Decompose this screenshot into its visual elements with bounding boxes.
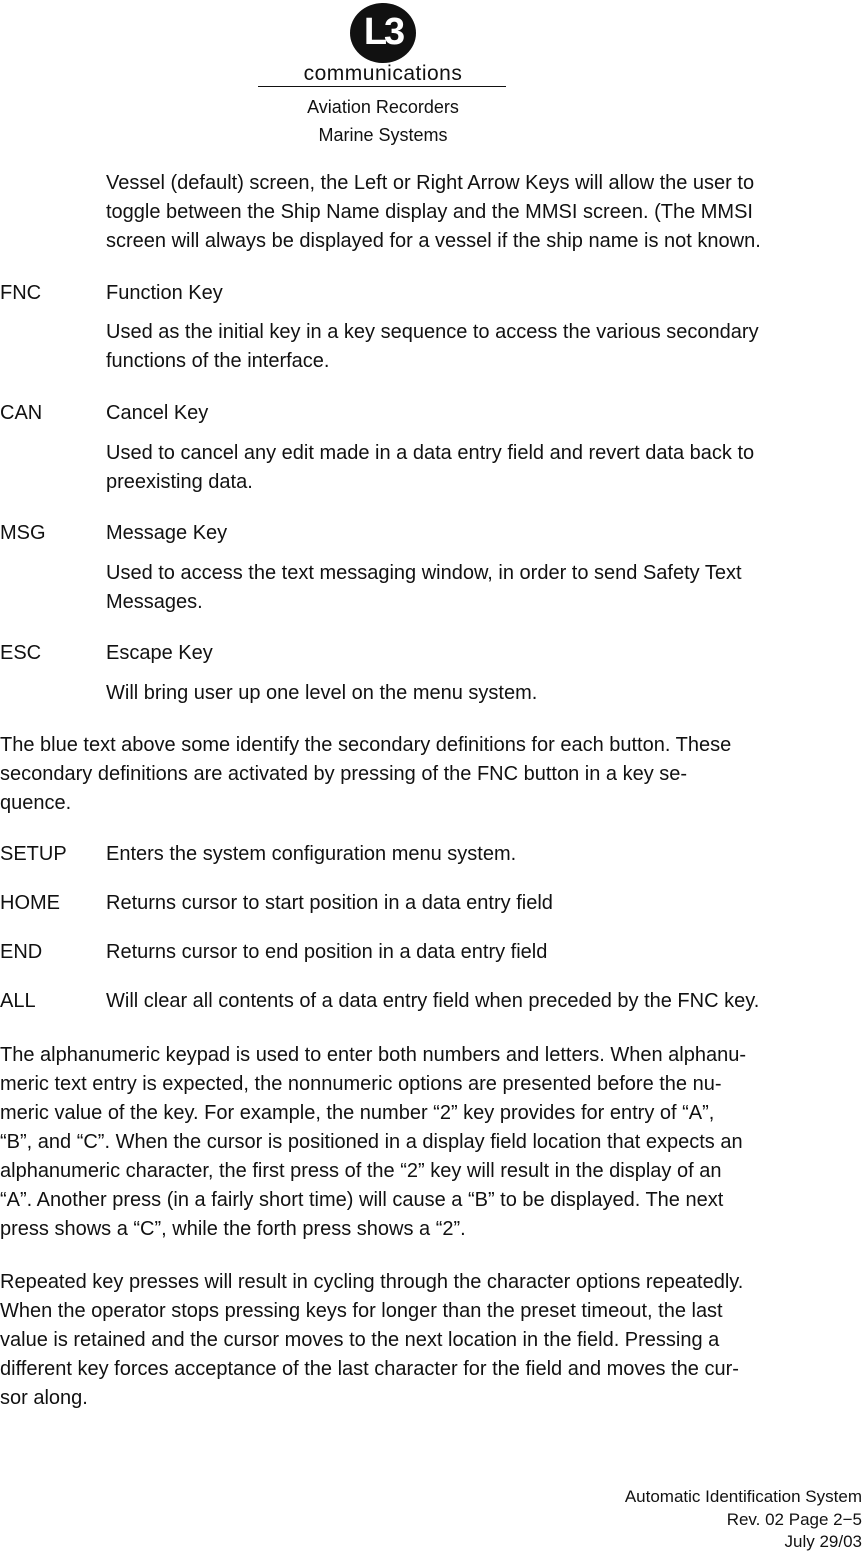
header-divider (258, 86, 506, 87)
footer-doc-title: Automatic Identification System (624, 1487, 862, 1506)
intro-line: Vessel (default) screen, the Left or Right Arrow Keys will allow the user to (106, 172, 755, 194)
alpha-para-line: meric text entry is expected, the nonnumeric options are presented before the nu- (0, 1073, 722, 1095)
key-name-msg: Message Key (106, 522, 228, 544)
secondary-desc-all: Will clear all contents of a data entry field when preceded by the FNC key. (106, 990, 760, 1012)
alpha-para-line: alphanumeric character, the first press of the “2” key will result in the display of an (0, 1160, 722, 1182)
logo-wordmark: communications (303, 62, 463, 85)
logo-mark-text: L3 (363, 11, 403, 53)
repeat-para-line: different key forces acceptance of the last character for the field and moves the cur- (0, 1358, 739, 1380)
secondary-code-end: END (0, 941, 43, 963)
key-name-can: Cancel Key (106, 402, 209, 424)
secondary-code-all: ALL (0, 990, 36, 1012)
key-code-can: CAN (0, 402, 43, 424)
secondary-code-home: HOME (0, 892, 60, 914)
key-code-esc: ESC (0, 642, 42, 664)
key-desc-msg: Used to access the text messaging window, in order to send Safety Text (106, 562, 742, 584)
alpha-para-line: press shows a “C”, while the forth press shows a “2”. (0, 1218, 466, 1240)
key-name-esc: Escape Key (106, 642, 213, 664)
key-desc-fnc: Used as the initial key in a key sequence to access the various secondary (106, 321, 759, 343)
secondary-intro-line: The blue text above some identify the secondary definitions for each button. These (0, 734, 732, 756)
repeat-para-line: value is retained and the cursor moves to the next location in the field. Pressing a (0, 1329, 720, 1351)
key-desc-can: Used to cancel any edit made in a data entry field and revert data back to (106, 442, 755, 464)
intro-line: toggle between the Ship Name display and the MMSI screen. (The MMSI (106, 201, 753, 223)
key-code-msg: MSG (0, 522, 46, 544)
intro-line: screen will always be displayed for a vessel if the ship name is not known. (106, 230, 761, 252)
key-desc-esc: Will bring user up one level on the menu system. (106, 682, 538, 704)
secondary-desc-home: Returns cursor to start position in a data entry field (106, 892, 553, 914)
secondary-intro-line: quence. (0, 792, 72, 814)
key-desc-msg: Messages. (106, 591, 203, 613)
footer-date: July 29/03 (784, 1532, 862, 1551)
key-code-fnc: FNC (0, 282, 42, 304)
alpha-para-line: “B”, and “C”. When the cursor is positioned in a display field location that expects an (0, 1131, 743, 1153)
repeat-para-line: sor along. (0, 1387, 88, 1409)
repeat-para-line: Repeated key presses will result in cycling through the character options repeatedly. (0, 1271, 744, 1293)
secondary-desc-setup: Enters the system configuration menu system. (106, 843, 517, 865)
secondary-code-setup: SETUP (0, 843, 67, 865)
repeat-para-line: When the operator stops pressing keys for longer than the preset timeout, the last (0, 1300, 723, 1322)
key-desc-fnc: functions of the interface. (106, 350, 330, 372)
header-line-1: Aviation Recorders (307, 97, 459, 117)
secondary-intro-line: secondary definitions are activated by pressing of the FNC button in a key se- (0, 763, 688, 785)
alpha-para-line: meric value of the key. For example, the number “2” key provides for entry of “A”, (0, 1102, 715, 1124)
footer-revision-page: Rev. 02 Page 2−5 (726, 1510, 862, 1529)
alpha-para-line: The alphanumeric keypad is used to enter both numbers and letters. When alphanu- (0, 1044, 746, 1066)
secondary-desc-end: Returns cursor to end position in a data entry field (106, 941, 548, 963)
alpha-para-line: “A”. Another press (in a fairly short time) will cause a “B” to be displayed. The next (0, 1189, 724, 1211)
header-line-2: Marine Systems (318, 125, 448, 145)
key-name-fnc: Function Key (106, 282, 223, 304)
key-desc-can: preexisting data. (106, 471, 253, 493)
